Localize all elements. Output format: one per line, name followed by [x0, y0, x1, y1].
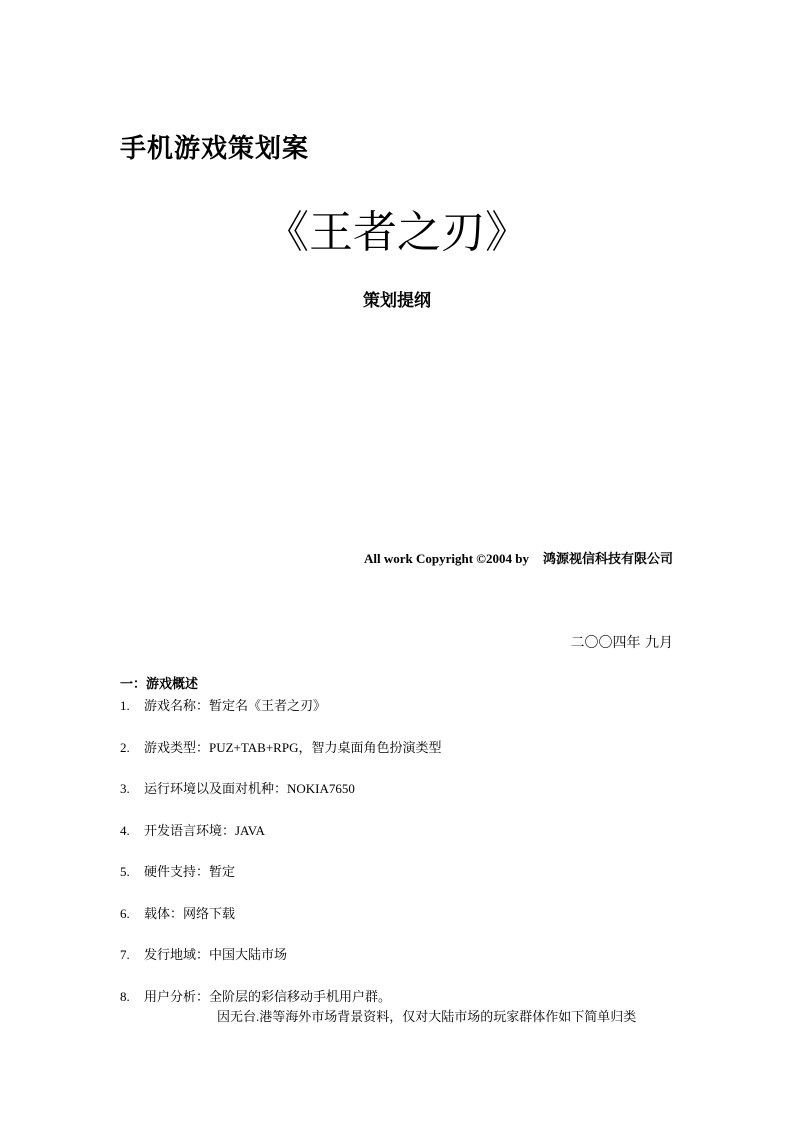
- list-item: [120, 986, 391, 1005]
- document-date: 二〇〇四年 九月: [570, 635, 673, 651]
- list-item-text: 载体：网络下载: [144, 906, 236, 921]
- list-item-number: 7.: [120, 947, 130, 962]
- list-item-number: 4.: [120, 823, 130, 838]
- document-type-heading: 手机游戏策划案: [120, 134, 310, 164]
- list-item-text: 硬件支持：暂定: [144, 864, 236, 879]
- company-name: 鸿源视信科技有限公司: [542, 552, 673, 567]
- section-heading: 一：游戏概述: [120, 677, 199, 692]
- list-item-continuation: 因无台.港等海外市场背景资料，仅对大陆市场的玩家群体作如下简单归类: [217, 1009, 637, 1024]
- game-title: 《王者之刃》: [265, 207, 529, 258]
- list-item-number: 6.: [120, 906, 130, 921]
- list-item-number: 3.: [120, 781, 130, 796]
- list-item-text: 用户分析：全阶层的彩信移动手机用户群。: [144, 989, 392, 1004]
- list-item-text: 游戏类型：PUZ+TAB+RPG，智力桌面角色扮演类型: [144, 740, 442, 755]
- list-item-text: 开发语言环境：JAVA: [144, 823, 265, 838]
- list-item-number: 5.: [120, 864, 130, 879]
- list-item: [120, 861, 235, 880]
- list-item-number: 8.: [120, 989, 130, 1004]
- list-item: [120, 944, 287, 963]
- list-item-number: 2.: [120, 740, 130, 755]
- list-item-number: 1.: [120, 698, 130, 713]
- list-item-text: 运行环境以及面对机种：NOKIA7650: [144, 781, 355, 796]
- list-item: [120, 737, 441, 756]
- list-item: [120, 903, 235, 922]
- document-subtitle: 策划提纲: [363, 291, 431, 311]
- list-item: [120, 695, 326, 714]
- list-item-text: 游戏名称：暂定名《王者之刃》: [144, 698, 327, 713]
- list-item-text: 发行地域：中国大陆市场: [144, 947, 288, 962]
- copyright-text: All work Copyright ©2004 by: [363, 551, 529, 566]
- copyright-line: [364, 548, 673, 567]
- list-item: [120, 820, 265, 839]
- list-item: [120, 778, 355, 797]
